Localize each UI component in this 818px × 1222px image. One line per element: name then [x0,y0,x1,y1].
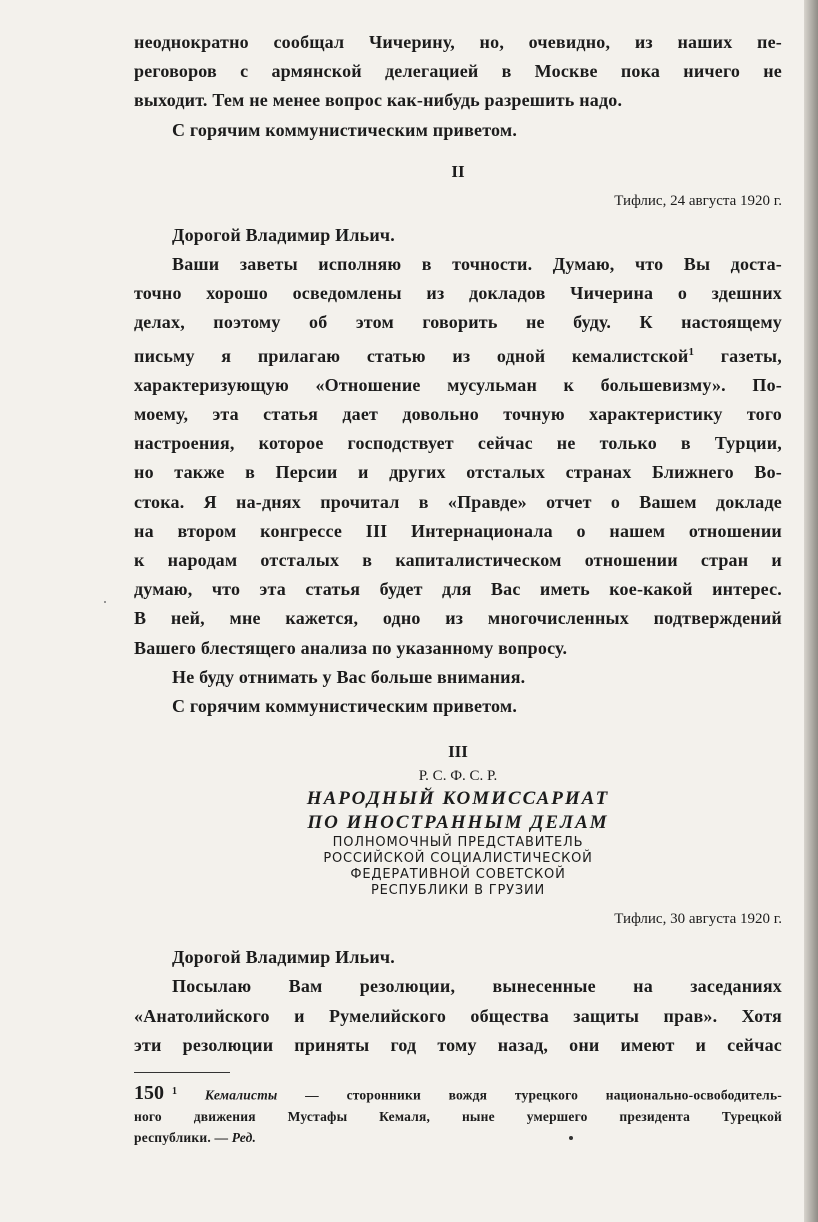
letterhead-subtitle: ПОЛНОМОЧНЫЙ ПРЕДСТАВИТЕЛЬ [332,835,584,851]
text-line: Посылаю Вам резолюции, вынесенные на заседаниях [172,976,782,997]
footnote-text: — сторонники вождя турецкого национально-освободитель- [277,1087,782,1103]
text-line: выходит. Тем не менее вопрос как-нибудь разрешить надо. [134,90,623,111]
letter-date: Тифлис, 30 августа 1920 г. [614,911,782,928]
text-line: Вашего блестящего анализа по указанному вопросу. [134,637,568,658]
text-line: «Анатолийского и Румелийского общества защиты прав». Хотя [134,1005,782,1026]
page-number: 150 [134,1082,164,1104]
letter-number: III [448,742,468,762]
letter-body [134,250,782,721]
letter-date: Тифлис, 24 августа 1920 г. [614,192,782,209]
letterhead-subtitle: ФЕДЕРАТИВНОЙ СОВЕТСКОЙ [350,867,566,883]
footnote-term: Кемалисты [204,1087,278,1103]
letterhead [134,765,782,899]
text-fragment: письму я прилагаю статью из одной кемалистской [134,345,689,366]
footnote-ref: 1 [688,345,695,358]
letterhead-title: ПО ИНОСТРАННЫМ ДЕЛАМ [307,812,609,834]
text-line: моему, эта статья дает довольно точную характеристику того [134,404,782,425]
salutation: Дорогой Владимир Ильич. [172,224,395,245]
footnote-mark: 1 [172,1086,178,1098]
text-line: эти резолюции приняты год тому назад, они имеют и сейчас [134,1034,782,1055]
salutation: Дорогой Владимир Ильич. [172,947,395,968]
closing-greeting: С горячим коммунистическим приветом. [172,696,518,717]
letterhead-title: НАРОДНЫЙ КОМИССАРИАТ [306,788,610,810]
letterhead-subtitle: РОССИЙСКОЙ СОЦИАЛИСТИЧЕСКОЙ [323,851,593,867]
text-line: Ваши заветы исполняю в точности. Думаю, что Вы доста- [172,254,782,275]
footnote [134,1081,782,1148]
closing-greeting: С горячим коммунистическим приветом. [172,119,518,140]
letterhead-abbr: Р. С. Ф. С. Р. [418,768,498,785]
letterhead-subtitle: РЕСПУБЛИКИ В ГРУЗИИ [370,883,546,899]
footnote-text: республики. — [134,1129,232,1145]
text-line: на втором конгрессе III Интернационала о нашем отношении [134,520,782,541]
page-edge-shadow [804,0,818,1222]
text-line: Не буду отнимать у Вас больше внимания. [172,666,526,687]
text-line [134,338,782,371]
page-body [134,28,782,1148]
text-line: к народам отсталых в капиталистическом отношении стран и [134,550,782,571]
text-line: настроения, которое господствует сейчас не только в Турции, [134,433,782,454]
text-fragment: газеты, [720,345,782,366]
footnote-line: ного движения Мустафы Кемаля, ныне умершего президента Турецкой [134,1108,782,1124]
text-line: делах, поэтому об этом говорить не буду. К настоящему [134,312,782,333]
text-line: В ней, мне кажется, одно из многочисленных подтверждений [134,608,782,629]
text-line: характеризующую «Отношение мусульман к большевизму». По- [134,374,782,395]
text-line: но также в Персии и других отсталых странах Ближнего Во- [134,462,782,483]
footnote-editor: Ред. [231,1129,257,1145]
speck-mark [569,1136,573,1140]
footnote-line [134,1127,782,1148]
footnote-line [134,1081,782,1106]
footnote-divider [134,1072,230,1073]
speck-mark [104,601,106,603]
text-line: думаю, что эта статья будет для Вас иметь кое-какой интерес. [134,579,782,600]
text-line: неоднократно сообщал Чичерину, но, очевидно, из наших пе- [134,32,782,52]
text-line: реговоров с армянской делегацией в Москве пока ничего не [134,61,782,82]
text-line: стока. Я на-днях прочитал в «Правде» отчет о Вашем докладе [134,491,782,512]
text-line: точно хорошо осведомлены из докладов Чичерина о здешних [134,283,782,304]
letter-number: II [451,161,465,181]
